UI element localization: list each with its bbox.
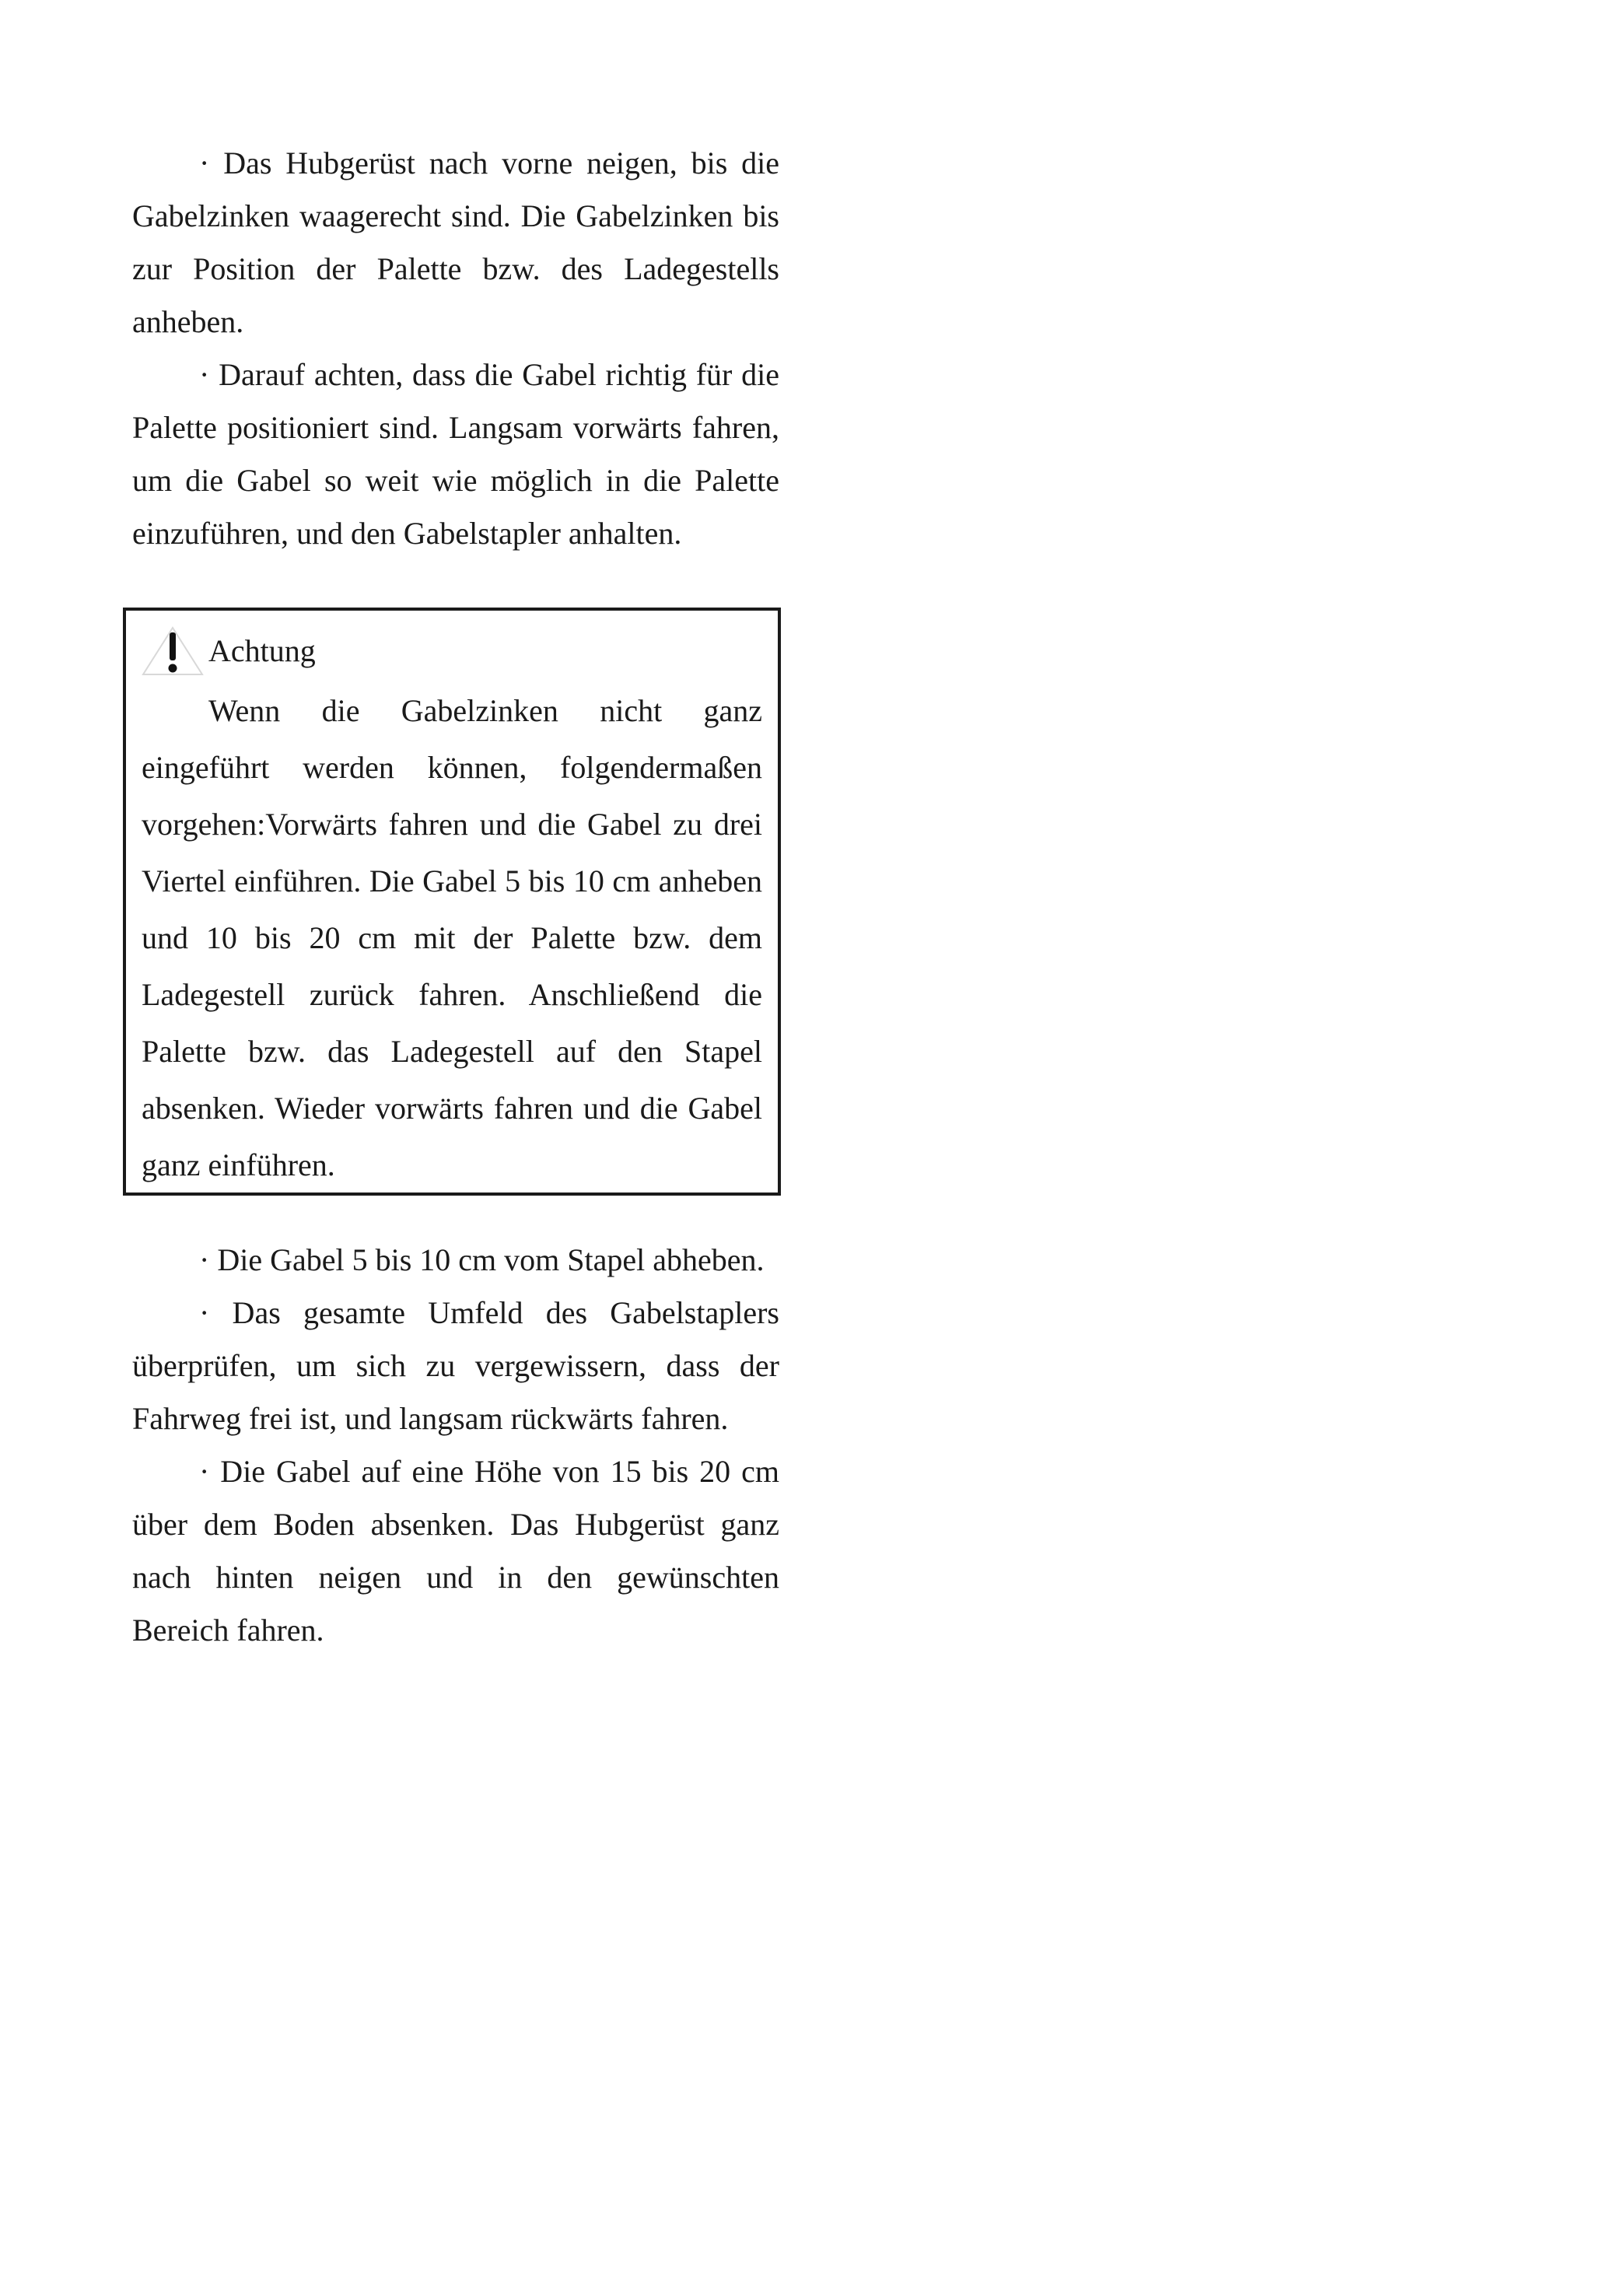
paragraph-check-surroundings: · Das gesamte Umfeld des Gabelstaplers überprüfen, um sich zu vergewissern, dass der Fahrweg frei ist, und langsam rückwärts fahren. bbox=[132, 1295, 779, 1436]
warning-box bbox=[123, 608, 781, 1196]
warning-text: Wenn die Gabelzinken nicht ganz eingeführt werden können, folgendermaßen vorgehen:Vorwärts fahren und die Gabel zu drei Viertel einführen. Die Gabel 5 bis 10 cm anheben und 10 bis 20 cm mit der Palette bzw. dem Ladegestell zurück fahren. Anschließend die Palette bzw. das Ladegestell auf den Stapel absenken. Wieder vorwärts fahren und die Gabel ganz einführen. bbox=[142, 693, 762, 1182]
lower-text-column bbox=[132, 1234, 779, 1657]
paragraph-lift-fork: · Die Gabel 5 bis 10 cm vom Stapel abheben. bbox=[199, 1242, 765, 1277]
warning-triangle-icon bbox=[140, 625, 205, 678]
warning-header bbox=[140, 626, 762, 676]
paragraph-tilt-mast: · Das Hubgerüst nach vorne neigen, bis die Gabelzinken waagerecht sind. Die Gabelzinken bis zur Position der Palette bzw. des Ladegestells anheben. bbox=[132, 145, 779, 339]
paragraph-insert-fork: · Darauf achten, dass die Gabel richtig für die Palette positioniert sind. Langsam vorwärts fahren, um die Gabel so weit wie möglich in die Palette einzuführen, und den Gabelstapler anhalten. bbox=[132, 357, 779, 551]
warning-title: Achtung bbox=[208, 633, 316, 668]
paragraph-lower-fork: · Die Gabel auf eine Höhe von 15 bis 20 cm über dem Boden absenken. Das Hubgerüst ganz nach hinten neigen und in den gewünschten Bereich fahren. bbox=[132, 1454, 779, 1648]
upper-text-column bbox=[132, 137, 779, 560]
